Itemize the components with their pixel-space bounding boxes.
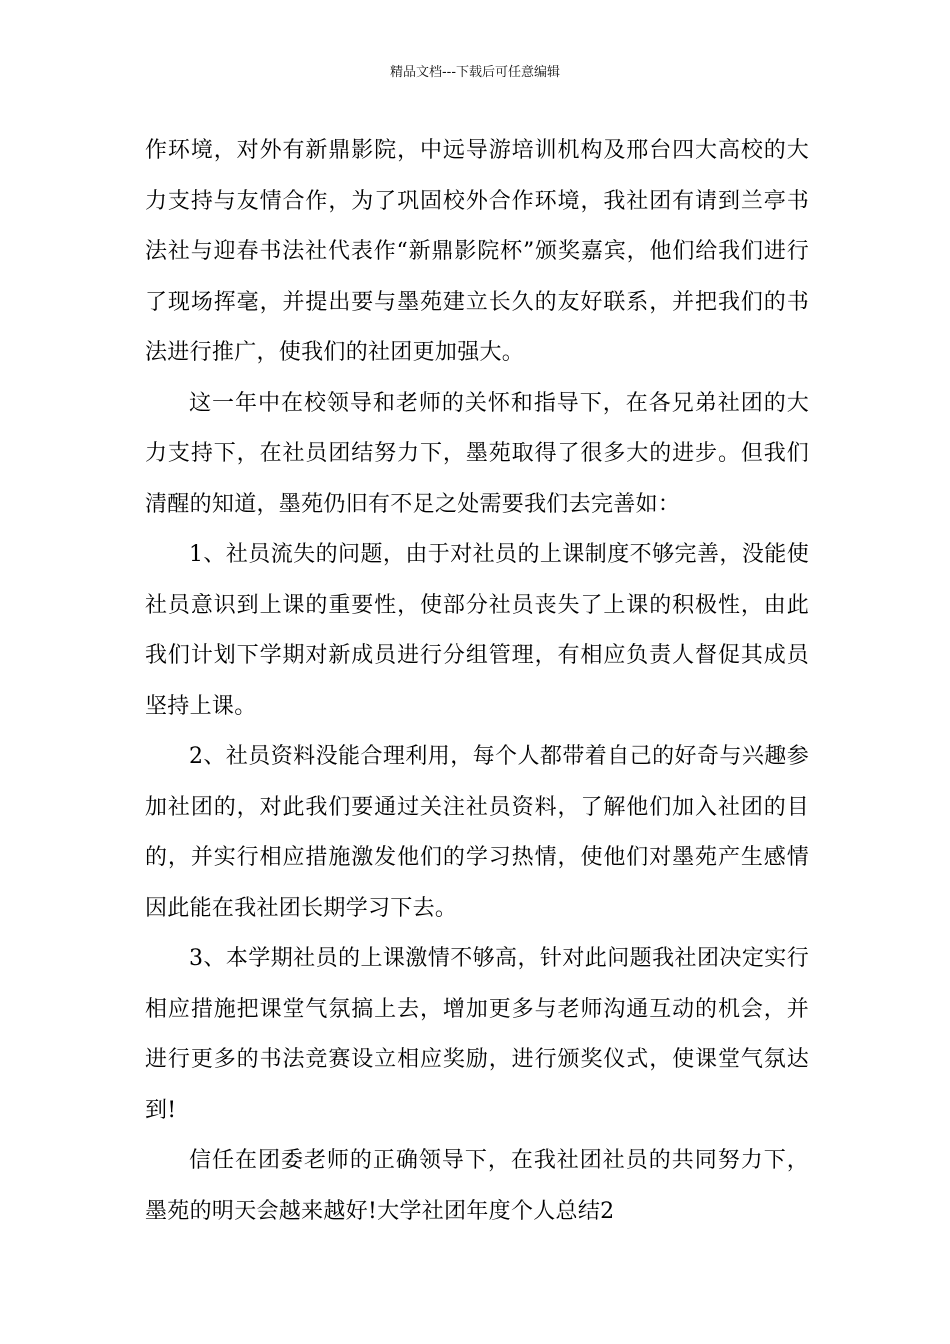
paragraph-progress: 这一年中在校领导和老师的关怀和指导下，在各兄弟社团的大力支持下，在社员团结努力下，墨苑取得了很多大的进步。但我们清醒的知道，墨苑仍旧有不足之处需要我们去完善如：	[145, 390, 809, 517]
document-body	[145, 126, 809, 1237]
paragraph-closing: 信任在团委老师的正确领导下，在我社团社员的共同努力下，墨苑的明天会越来越好!大学社团年度个人总结2	[145, 1148, 809, 1224]
paragraph-issue-2: 2、社员资料没能合理利用，每个人都带着自己的好奇与兴趣参加社团的，对此我们要通过关注社员资料，了解他们加入社团的目的，并实行相应措施激发他们的学习热情，使他们对墨苑产生感情因此能在我社团长期学习下去。	[145, 744, 809, 921]
page-header: 精品文档---下载后可任意编辑	[389, 65, 561, 80]
paragraph-issue-3: 3、本学期社员的上课激情不够高，针对此问题我社团决定实行相应措施把课堂气氛搞上去，增加更多与老师沟通互动的机会，并进行更多的书法竞赛设立相应奖励，进行颁奖仪式，使课堂气氛达到!	[145, 946, 809, 1123]
paragraph-issue-1: 1、社员流失的问题，由于对社员的上课制度不够完善，没能使社员意识到上课的重要性，使部分社员丧失了上课的积极性，由此我们计划下学期对新成员进行分组管理，有相应负责人督促其成员坚持上课。	[145, 542, 809, 719]
paragraph-cooperation: 作环境，对外有新鼎影院，中远导游培训机构及邢台四大高校的大力支持与友情合作，为了巩固校外合作环境，我社团有请到兰亭书法社与迎春书法社代表作“新鼎影院杯”颁奖嘉宾，他们给我们进行了现场挥毫，并提出要与墨苑建立长久的友好联系，并把我们的书法进行推广，使我们的社团更加强大。	[145, 138, 809, 365]
